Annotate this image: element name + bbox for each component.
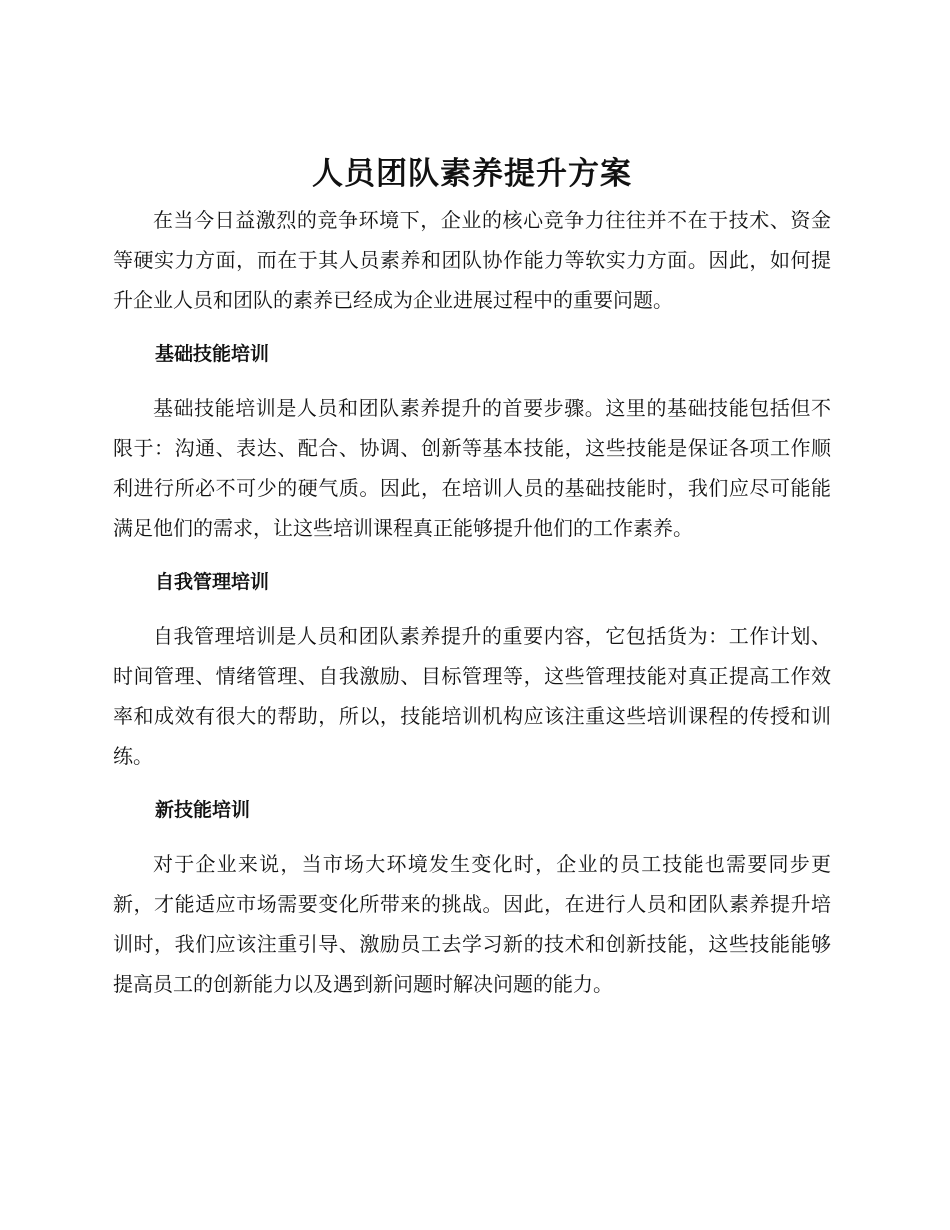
document-body — [113, 148, 831, 1004]
section-heading-self-management: 自我管理培训 — [155, 571, 270, 593]
section-heading-basic-skills: 基础技能培训 — [155, 343, 270, 365]
intro-paragraph: 在当今日益激烈的竞争环境下，企业的核心竞争力往往并不在于技术、资金等硬实力方面，而在于其人员素养和团队协作能力等软实力方面。因此，如何提升企业人员和团队的素养已经成为企业进展过程中的重要问题。 — [113, 208, 831, 312]
section-body-new-skills: 对于企业来说，当市场大环境发生变化时，企业的员工技能也需要同步更新，才能适应市场需要变化所带来的挑战。因此，在进行人员和团队素养提升培训时，我们应该注重引导、激励员工去学习新的技术和创新技能，这些技能能够提高员工的创新能力以及遇到新问题时解决问题的能力。 — [113, 852, 831, 996]
section-body-self-management: 自我管理培训是人员和团队素养提升的重要内容，它包括货为：工作计划、时间管理、情绪管理、自我激励、目标管理等，这些管理技能对真正提高工作效率和成效有很大的帮助，所以，技能培训机构应该注重这些培训课程的传授和训练。 — [113, 624, 831, 768]
section-body-basic-skills: 基础技能培训是人员和团队素养提升的首要步骤。这里的基础技能包括但不限于：沟通、表达、配合、协调、创新等基本技能，这些技能是保证各项工作顺利进行所必不可少的硬气质。因此，在培训人员的基础技能时，我们应尽可能能满足他们的需求，让这些培训课程真正能够提升他们的工作素养。 — [113, 396, 831, 540]
document-title: 人员团队素养提升方案 — [312, 156, 632, 192]
section-heading-new-skills: 新技能培训 — [155, 799, 251, 821]
